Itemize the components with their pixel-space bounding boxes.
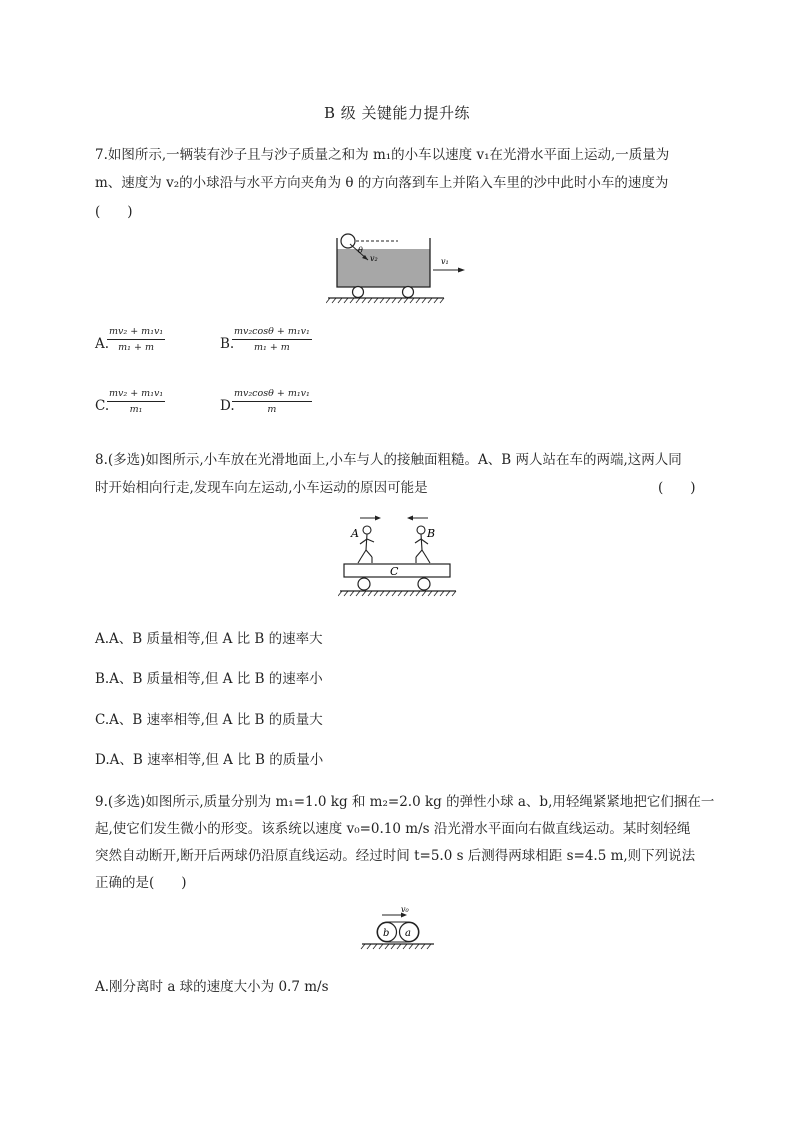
v2-label: v₂	[370, 254, 378, 263]
q7-option-a-denominator: m₁ + m	[118, 342, 154, 353]
q7-option-d-denominator: m	[267, 404, 277, 415]
q7-option-d-numerator: mv₂cosθ + m₁v₁	[232, 388, 312, 402]
q7-option-a-numerator: mv₂ + m₁v₁	[107, 326, 165, 340]
person-a	[358, 526, 374, 563]
q7-option-c-fraction	[107, 388, 165, 415]
cart-c-label: C	[390, 565, 399, 578]
q7-option-a-label: A.	[95, 336, 110, 352]
q9-balls-figure	[360, 902, 436, 954]
ball-b-label: b	[383, 928, 390, 939]
q8-answer-bracket: ( )	[658, 480, 696, 496]
q8-option-a: A.A、B 质量相等,但 A 比 B 的速率大	[95, 631, 323, 647]
q9-stem-line-3: 突然自动断开,断开后两球仍沿原直线运动。经过时间 t=5.0 s 后测得两球相距 s=4.5 m,则下列说法	[95, 848, 696, 864]
q7-cart-figure	[326, 230, 474, 305]
q7-option-c-numerator: mv₂ + m₁v₁	[107, 388, 165, 402]
theta-label: θ	[358, 246, 363, 255]
q7-option-b-numerator: mv₂cosθ + m₁v₁	[232, 326, 312, 340]
wheel-left	[358, 578, 370, 590]
ground-hatch	[338, 591, 456, 596]
q8-stem-line-1: 8.(多选)如图所示,小车放在光滑地面上,小车与人的接触面粗糙。A、B 两人站在车的两端,这两人同	[95, 452, 682, 468]
q8-option-b: B.A、B 质量相等,但 A 比 B 的速率小	[95, 671, 323, 687]
q7-option-d-label: D.	[220, 398, 235, 414]
wheel-left	[353, 287, 364, 298]
section-title: B 级 关键能力提升练	[323, 104, 471, 122]
wheel-right	[403, 287, 414, 298]
q9-stem-line-2: 起,使它们发生微小的形变。该系统以速度 v₀=0.10 m/s 沿光滑水平面向右做直线运动。某时刻轻绳	[95, 821, 691, 837]
q7-option-b-label: B.	[220, 336, 235, 352]
wheel-right	[418, 578, 430, 590]
ground-hatch	[326, 298, 444, 303]
person-a-label: A	[351, 527, 359, 540]
q9-stem-line-1: 9.(多选)如图所示,质量分别为 m₁=1.0 kg 和 m₂=2.0 kg 的弹性小球 a、b,用轻绳紧紧地把它们捆在一	[95, 794, 715, 810]
q8-stem-line-2: 时开始相向行走,发现车向左运动,小车运动的原因可能是	[95, 480, 428, 496]
q9-stem-line-4: 正确的是( )	[95, 875, 187, 891]
ground-hatch	[361, 944, 431, 949]
q7-option-d-fraction	[232, 388, 312, 415]
v1-label: v₁	[441, 257, 449, 266]
person-b-label: B	[427, 527, 436, 540]
q7-option-b-fraction	[232, 326, 312, 353]
ball	[341, 234, 355, 248]
q7-answer-bracket: ( )	[95, 204, 133, 220]
ball-a-label: a	[405, 928, 411, 939]
q7-option-b-denominator: m₁ + m	[253, 342, 290, 353]
q8-cart-people-figure	[338, 512, 460, 600]
v0-label: v₀	[401, 905, 409, 914]
q7-option-a-fraction	[107, 326, 165, 353]
q7-option-c-label: C.	[95, 398, 110, 414]
q7-stem-line-2: m、速度为 v₂的小球沿与水平方向夹角为 θ 的方向落到车上并陷入车里的沙中此时小车的速度为	[95, 175, 669, 191]
q9-option-a: A.刚分离时 a 球的速度大小为 0.7 m/s	[95, 979, 329, 995]
q7-stem-line-1: 7.如图所示,一辆装有沙子且与沙子质量之和为 m₁的小车以速度 v₁在光滑水平面上运动,一质量为	[95, 147, 670, 163]
q8-option-d: D.A、B 速率相等,但 A 比 B 的质量小	[95, 752, 324, 768]
sand-fill	[337, 249, 430, 287]
q7-option-c-denominator: m₁	[129, 404, 143, 415]
q8-option-c: C.A、B 速率相等,但 A 比 B 的质量大	[95, 712, 323, 728]
